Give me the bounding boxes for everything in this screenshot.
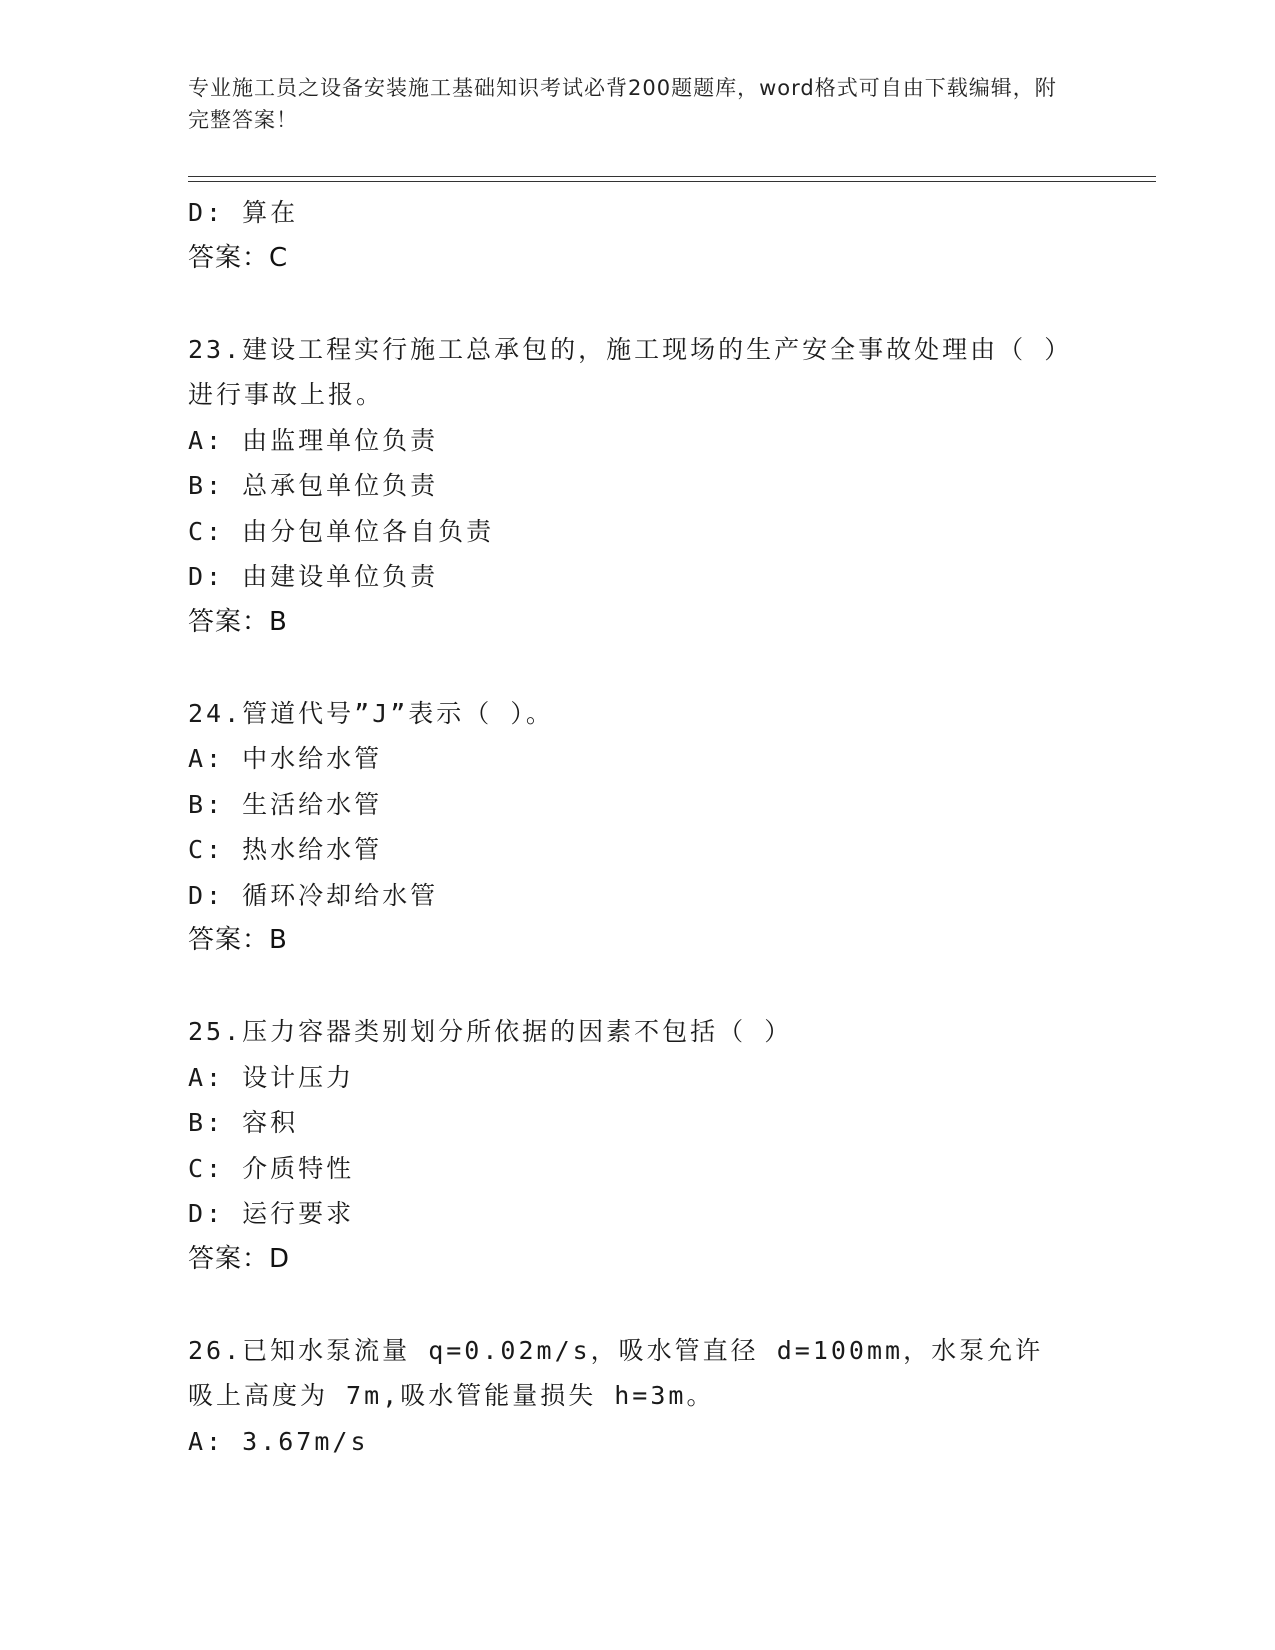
option-c: C: 由分包单位各自负责 xyxy=(188,516,495,546)
header-divider-bottom xyxy=(188,181,1156,182)
option-c: C: 介质特性 xyxy=(188,1153,355,1183)
option-a: A: 3.67m/s xyxy=(188,1426,369,1456)
option-b: B: 生活给水管 xyxy=(188,789,383,819)
option-a: A: 中水给水管 xyxy=(188,744,383,773)
option-d: D: 循环冷却给水管 xyxy=(188,880,439,910)
question-stem: 24.管道代号”J”表示（ ）。 xyxy=(188,698,554,728)
question-block-25 xyxy=(188,1009,1088,1282)
prev-question-block xyxy=(188,190,1088,281)
option-a: A: 由监理单位负责 xyxy=(188,425,439,455)
answer-line: 答案：B xyxy=(188,925,288,955)
option-d: D: 运行要求 xyxy=(188,1199,355,1228)
question-content xyxy=(188,190,1088,1464)
spacer xyxy=(188,645,1088,691)
spacer xyxy=(188,281,1088,327)
question-stem: 23.建设工程实行施工总承包的，施工现场的生产安全事故处理由（ ）进行事故上报。 xyxy=(188,334,1060,409)
question-block-24 xyxy=(188,691,1088,964)
question-block-26 xyxy=(188,1328,1088,1465)
question-stem: 26.已知水泵流量 q=0.02m/s，吸水管直径 d=100mm，水泵允许吸上高度为 7m,吸水管能量损失 h=3m。 xyxy=(188,1335,1044,1410)
answer-line: 答案：B xyxy=(188,606,288,637)
option-d: D: 算在 xyxy=(188,198,299,227)
answer-line: 答案：D xyxy=(188,1243,291,1274)
question-block-23 xyxy=(188,327,1088,646)
option-a: A: 设计压力 xyxy=(188,1062,355,1092)
answer-line: 答案：C xyxy=(188,242,289,273)
question-stem: 25.压力容器类别划分所依据的因素不包括（ ） xyxy=(188,1017,793,1046)
option-b: B: 容积 xyxy=(188,1108,299,1137)
option-d: D: 由建设单位负责 xyxy=(188,562,439,591)
page-header-title: 专业施工员之设备安装施工基础知识考试必背200题题库，word格式可自由下载编辑，附完整答案！ xyxy=(188,76,1057,132)
option-b: B: 总承包单位负责 xyxy=(188,471,439,500)
spacer xyxy=(188,964,1088,1010)
spacer xyxy=(188,1282,1088,1328)
header-divider-top xyxy=(188,176,1156,177)
option-c: C: 热水给水管 xyxy=(188,835,383,864)
